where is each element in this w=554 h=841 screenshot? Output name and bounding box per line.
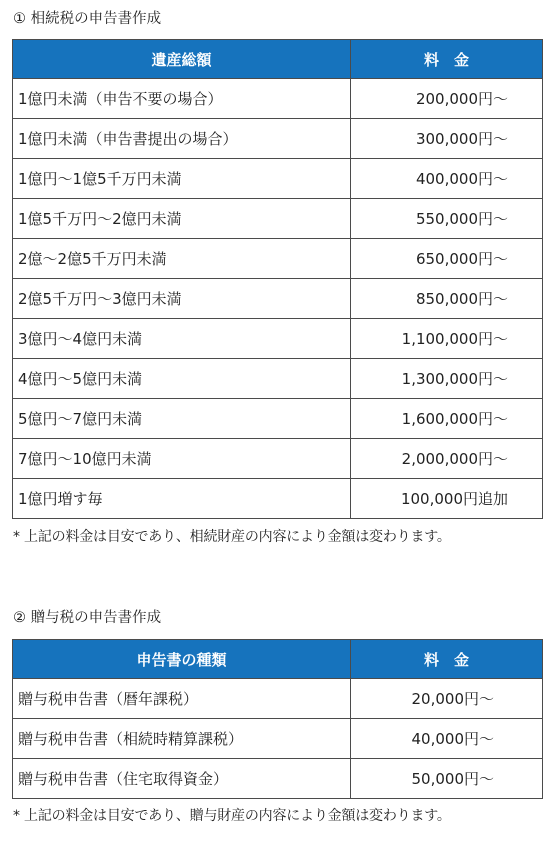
fee-cell: 400,000円～ <box>351 159 543 199</box>
category-cell: 贈与税申告書（暦年課税） <box>13 679 351 719</box>
fee-header: 料 金 <box>351 40 543 79</box>
fee-cell: 1,100,000円～ <box>351 319 543 359</box>
fee-header: 料 金 <box>351 640 543 679</box>
fee-cell: 650,000円～ <box>351 239 543 279</box>
category-cell: 4億円～5億円未満 <box>13 359 351 399</box>
category-cell: 1億円未満（申告不要の場合） <box>13 79 351 119</box>
return-type-header: 申告書の種類 <box>13 640 351 679</box>
fee-cell: 2,000,000円～ <box>351 439 543 479</box>
fee-cell: 50,000円～ <box>351 759 543 799</box>
inheritance-tax-section-title: ① 相続税の申告書作成 <box>13 11 162 27</box>
table-row <box>13 199 543 239</box>
table-row <box>13 279 543 319</box>
category-cell: 5億円～7億円未満 <box>13 399 351 439</box>
table-row <box>13 479 543 519</box>
estate-total-header: 遺産総額 <box>13 40 351 79</box>
category-cell: 3億円～4億円未満 <box>13 319 351 359</box>
gift-tax-note: * 上記の料金は目安であり、贈与財産の内容により金額は変わります。 <box>13 808 451 824</box>
table-row <box>13 679 543 719</box>
category-cell: 1億円増す毎 <box>13 479 351 519</box>
gift-tax-fee-table <box>12 639 543 799</box>
category-cell: 1億5千万円～2億円未満 <box>13 199 351 239</box>
category-cell: 贈与税申告書（住宅取得資金） <box>13 759 351 799</box>
gift-tax-section-title: ② 贈与税の申告書作成 <box>13 610 162 626</box>
table-row <box>13 759 543 799</box>
table-header-row <box>13 40 543 79</box>
fee-cell: 550,000円～ <box>351 199 543 239</box>
category-cell: 1億円～1億5千万円未満 <box>13 159 351 199</box>
fee-cell: 100,000円追加 <box>351 479 543 519</box>
category-cell: 2億5千万円～3億円未満 <box>13 279 351 319</box>
table-row <box>13 399 543 439</box>
table-header-row <box>13 640 543 679</box>
table-row <box>13 159 543 199</box>
table-row <box>13 239 543 279</box>
table-row <box>13 719 543 759</box>
fee-cell: 1,300,000円～ <box>351 359 543 399</box>
fee-cell: 1,600,000円～ <box>351 399 543 439</box>
category-cell: 1億円未満（申告書提出の場合） <box>13 119 351 159</box>
table-row <box>13 79 543 119</box>
category-cell: 贈与税申告書（相続時精算課税） <box>13 719 351 759</box>
fee-cell: 850,000円～ <box>351 279 543 319</box>
table-row <box>13 359 543 399</box>
fee-cell: 20,000円～ <box>351 679 543 719</box>
fee-cell: 300,000円～ <box>351 119 543 159</box>
table-row <box>13 119 543 159</box>
inheritance-tax-fee-table <box>12 39 543 519</box>
fee-cell: 40,000円～ <box>351 719 543 759</box>
category-cell: 2億～2億5千万円未満 <box>13 239 351 279</box>
table-row <box>13 319 543 359</box>
table-row <box>13 439 543 479</box>
fee-cell: 200,000円～ <box>351 79 543 119</box>
inheritance-tax-note: * 上記の料金は目安であり、相続財産の内容により金額は変わります。 <box>13 529 451 545</box>
category-cell: 7億円～10億円未満 <box>13 439 351 479</box>
